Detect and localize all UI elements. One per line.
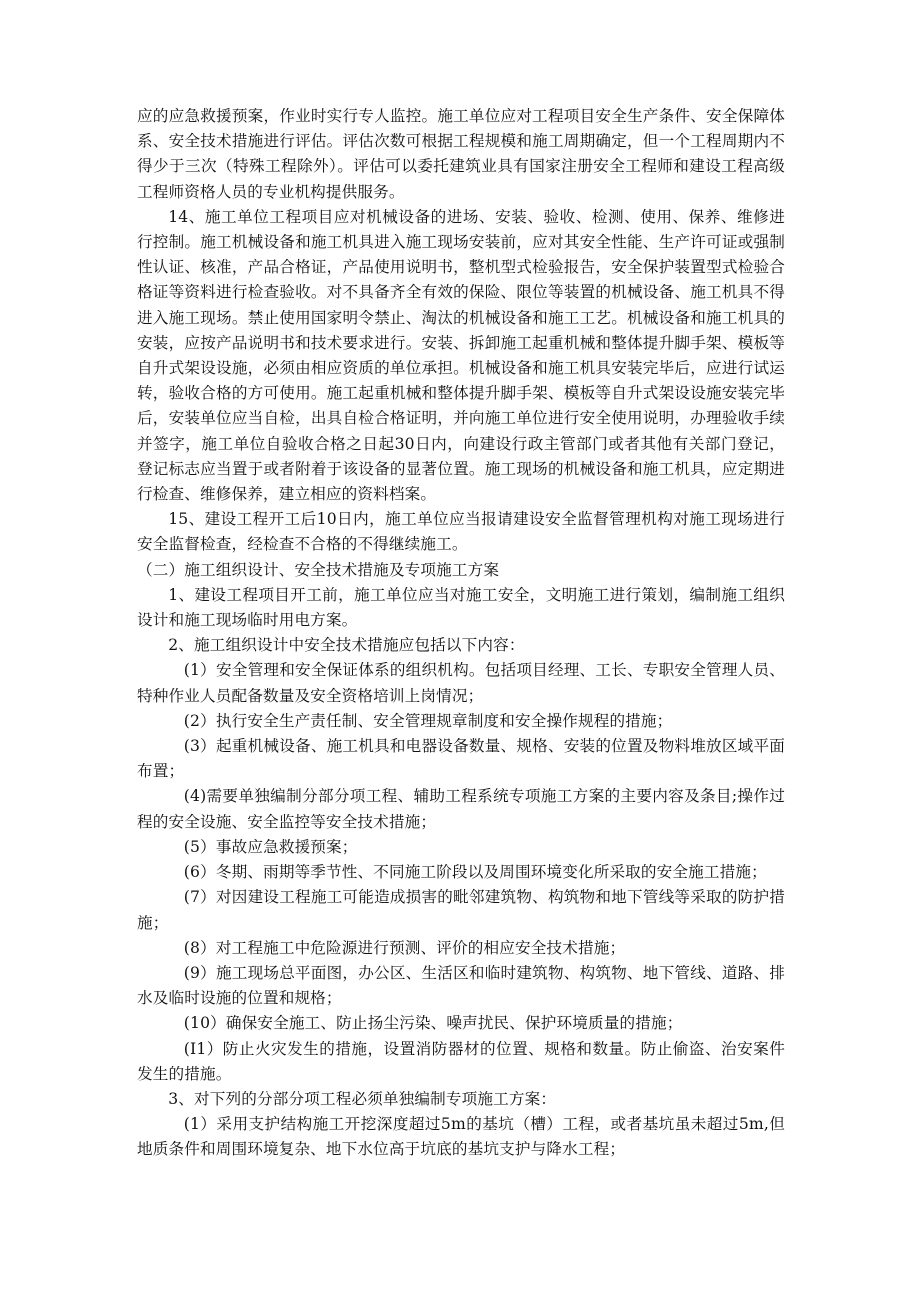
sub-item-5: (5）事故应急救援预案； (183, 837, 358, 856)
sub-item-7: (7）对因建设工程施工可能造成损害的毗邻建筑物、构筑物和地下管线等采取的防护措施； (137, 888, 785, 932)
sub-item-1: (1）安全管理和安全保证体系的组织机构。包括项目经理、工长、专职安全管理人员、特种作业人员配备数量及安全资格培训上岗情况； (137, 661, 785, 705)
paragraph-item-15: 15、建设工程开工后10日内，施工单位应当报请建设安全监督管理机构对施工现场进行安全监督检查，经检查不合格的不得继续施工。 (137, 510, 785, 554)
sub-item-6: (6）冬期、雨期等季节性、不同施工阶段以及周围环境变化所采取的安全施工措施； (183, 863, 767, 882)
paragraph-item-1: 1、建设工程项目开工前，施工单位应当对施工安全，文明施工进行策划，编制施工组织设计和施工现场临时用电方案。 (137, 585, 785, 630)
document-body (137, 104, 785, 1163)
sub-item-11: (I1）防止火灾发生的措施，设置消防器材的位置、规格和数量。防止偷盗、治安案件发生的措施。 (137, 1039, 785, 1083)
sub-item-3-1: (1）采用支护结构施工开挖深度超过5m的基坑（槽）工程，或者基坑虽未超过5m,但地质条件和周围环境复杂、地下水位高于坑底的基坑支护与降水工程； (137, 1115, 785, 1159)
paragraph-item-14: 14、施工单位工程项目应对机械设备的进场、安装、验收、检测、使用、保养、维修进行控制。施工机械设备和施工机具进入施工现场安装前，应对其安全性能、生产许可证或强制性认证、核准，产品合格证，产品使用说明书，整机型式检验报告，安全保护装置型式检验合格证等资料进行检查验收。对不具备齐全有效的保险、限位等装置的机械设备、施工机具不得进入施工现场。禁止使用国家明令禁止、淘汰的机械设备和施工工艺。机械设备和施工机具的安装，应按产品说明书和技术要求进行。安装、拆卸施工起重机械和整体提升脚手架、模板等自升式架设设施，必须由相应资质的单位承担。机械设备和施工机具安装完毕后，应进行试运转，验收合格的方可使用。施工起重机械和整体提升脚手架、模板等自升式架设设施安装完毕后，安装单位应当自检，出具自检合格证明，并向施工单位进行安全使用说明，办理验收手续并签字，施工单位自验收合格之日起30日内，向建设行政主管部门或者其他有关部门登记，登记标志应当置于或者附着于该设备的显著位置。施工现场的机械设备和施工机具，应定期进行检查、维修保养，建立相应的资料档案。 (137, 207, 785, 504)
sub-item-8: (8）对工程施工中危险源进行预测、评价的相应安全技术措施； (183, 938, 626, 957)
section-heading: （二）施工组织设计、安全技术措施及专项施工方案 (137, 560, 500, 579)
sub-item-10: (10）确保安全施工、防止扬尘污染、噪声扰民、保护环境质量的措施； (183, 1014, 683, 1033)
sub-item-3: (3）起重机械设备、施工机具和电器设备数量、规格、安装的位置及物料堆放区域平面布置； (137, 737, 785, 781)
sub-item-9: (9）施工现场总平面图，办公区、生活区和临时建筑物、构筑物、地下管线、道路、排水及临时设施的位置和规格； (137, 963, 785, 1008)
paragraph-continuation: 应的应急救援预案，作业时实行专人监控。施工单位应对工程项目安全生产条件、安全保障体系、安全技术措施进行评估。评估次数可根据工程规模和施工周期确定，但一个工程周期内不得少于三次（特殊工程除外）。评估可以委托建筑业具有国家注册安全工程师和建设工程高级工程师资格人员的专业机构提供服务。 (137, 107, 785, 201)
paragraph-item-3: 3、对下列的分部分项工程必须单独编制专项施工方案： (168, 1089, 557, 1108)
sub-item-2: (2）执行安全生产责任制、安全管理规章制度和安全操作规程的措施； (183, 711, 673, 730)
sub-item-4: (4)需要单独编制分部分项工程、辅助工程系统专项施工方案的主要内容及条目;操作过程的安全设施、安全监控等安全技术措施； (137, 787, 785, 831)
paragraph-item-2: 2、施工组织设计中安全技术措施应包括以下内容： (168, 636, 525, 655)
